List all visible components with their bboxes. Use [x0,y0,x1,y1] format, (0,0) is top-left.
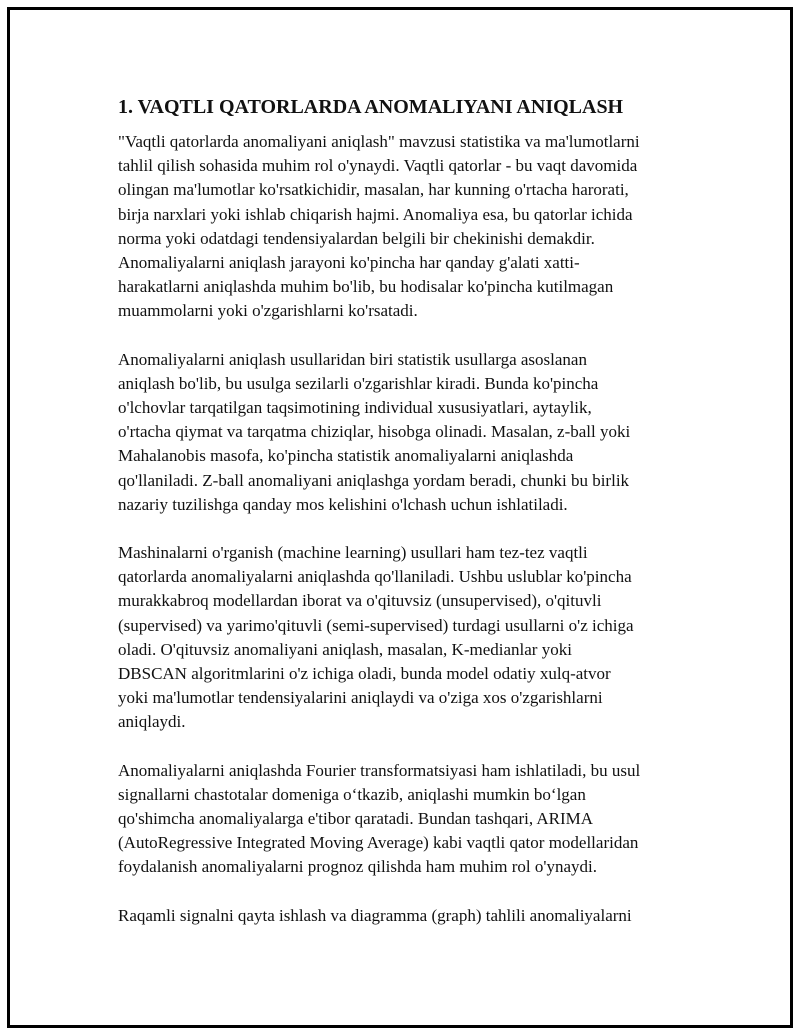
text-line: Mahalanobis masofa, ko'pincha statistik anomaliyalarni aniqlashda [118,446,574,466]
text-line: (AutoRegressive Integrated Moving Average) kabi vaqtli qator modellaridan [118,833,639,853]
text-line: murakkabroq modellardan iborat va o'qituvsiz (unsupervised), o'qituvli [118,591,602,611]
text-line: aniqlash bo'lib, bu usulga sezilarli o'zgarishlar kiradi. Bunda ko'pincha [118,373,599,393]
text-line: qatorlarda anomaliyalarni aniqlashda qo'llaniladi. Ushbu uslublar ko'pincha [118,567,632,587]
text-line: Mashinalarni o'rganish (machine learning) usullari ham tez-tez vaqtli [118,543,588,563]
text-line: Anomaliyalarni aniqlash usullaridan biri statistik usullarga asoslanan [118,349,587,369]
text-line: Anomaliyalarni aniqlash jarayoni ko'pincha har qanday g'alati xatti- [118,253,580,273]
text-line: qo'llaniladi. Z-ball anomaliyani aniqlashga yordam beradi, chunki bu birlik [118,470,630,490]
paragraph-fourier-arima [118,759,698,880]
text-line: (supervised) va yarimo'qituvli (semi-supervised) turdagi usullarni o'z ichiga [118,615,634,635]
text-line: harakatlarni aniqlashda muhim bo'lib, bu hodisalar ko'pincha kutilmagan [118,277,614,297]
text-line: norma yoki odatdagi tendensiyalardan belgili bir chekinishi demakdir. [118,228,595,248]
text-line: aniqlaydi. [118,712,186,732]
text-line: yoki ma'lumotlar tendensiyalarini aniqlaydi va o'ziga xos o'zgarishlarni [118,688,603,708]
text-line: Raqamli signalni qayta ishlash va diagramma (graph) tahlili anomaliyalarni [118,905,632,925]
text-line: olingan ma'lumotlar ko'rsatkichidir, masalan, har kunning o'rtacha harorati, [118,180,629,200]
text-line: nazariy tuzilishga qanday mos kelishini o'lchash uchun ishlatiladi. [118,494,568,514]
section-title: 1. VAQTLI QATORLARDA ANOMALIYANI ANIQLASH [118,96,624,118]
document-body [118,95,698,952]
text-line: oladi. O'qituvsiz anomaliyani aniqlash, masalan, K-medianlar yoki [118,639,572,659]
text-line: muammolarni yoki o'zgarishlarni ko'rsatadi. [118,301,418,321]
text-line: birja narxlari yoki ishlab chiqarish hajmi. Anomaliya esa, bu qatorlar ichida [118,204,633,224]
text-line: tahlil qilish sohasida muhim rol o'ynaydi. Vaqtli qatorlar - bu vaqt davomida [118,156,638,176]
text-line: DBSCAN algoritmlarini o'z ichiga oladi, bunda model odatiy xulq-atvor [118,664,611,684]
text-line: o'lchovlar tarqatilgan taqsimotining individual xususiyatlari, aytaylik, [118,398,592,418]
paragraph-intro [118,130,698,324]
text-line: signallarni chastotalar domeniga o‘tkazib, aniqlashi mumkin bo‘lgan [118,784,586,804]
text-line: Anomaliyalarni aniqlashda Fourier transformatsiyasi ham ishlatiladi, bu usul [118,760,641,780]
text-line: foydalanish anomaliyalarni prognoz qilishda ham muhim rol o'ynaydi. [118,857,597,877]
paragraph-machine-learning [118,541,698,735]
text-line: o'rtacha qiymat va tarqatma chiziqlar, hisobga olinadi. Masalan, z-ball yoki [118,422,631,442]
text-line: qo'shimcha anomaliyalarga e'tibor qaratadi. Bundan tashqari, ARIMA [118,809,594,829]
text-line: "Vaqtli qatorlarda anomaliyani aniqlash" mavzusi statistika va ma'lumotlarni [118,132,640,151]
paragraph-statistical-methods [118,348,698,517]
paragraph-signal-processing [118,904,698,928]
